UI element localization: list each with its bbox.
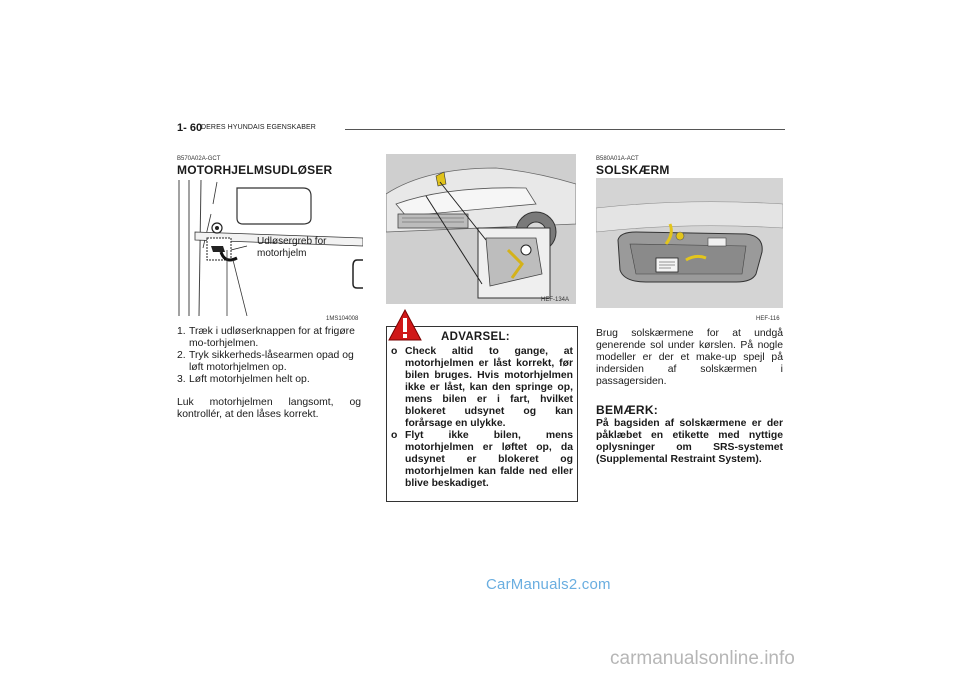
watermark-carmanualsonline: carmanualsonline.info xyxy=(610,648,795,669)
note-text: På bagsiden af solskærmene er der påklæbet en etikette med nyttige oplysninger om SRS-systemet (Supplemental Restraint System). xyxy=(596,418,783,465)
sun-visor-figure xyxy=(596,178,783,308)
warning-item: o Flyt ikke bilen, mens motorhjelmen er løftet op, da udsynet er blokeret og motorhjelmen kan falde ned eller blive beskadiget. xyxy=(391,430,573,489)
instructions-list xyxy=(177,326,363,386)
warning-item: o Check altid to gange, at motorhjelmen er låst korrekt, før bilen bruges. Hvis motorhjelmen ikke er låst, kan den springe op, mens bilen er i fart, hvilket blokeret udsynet og kan forårsage en ulykke. xyxy=(391,346,573,429)
page-number: 1- 60 xyxy=(177,122,203,134)
warning-box xyxy=(386,326,578,502)
figure-id: HEF-116 xyxy=(756,316,780,322)
figure-id: 1MS104008 xyxy=(326,316,359,322)
watermark-carmanuals2: CarManuals2.com xyxy=(486,576,611,593)
section-title-hood-release: MOTORHJELMSUDLØSER xyxy=(177,163,333,177)
list-item: 2. Tryk sikkerheds-låsearmen opad og løft motorhjelmen op. xyxy=(177,350,354,373)
figure-id: HEF-134A xyxy=(541,297,570,303)
list-item: 1. Træk i udløserknappen for at frigøre mo-torhjelmen. xyxy=(177,326,355,349)
warning-triangle-icon xyxy=(388,309,422,341)
car-hood-illustration xyxy=(386,154,576,304)
section-header: DERES HYUNDAIS EGENSKABER xyxy=(201,124,316,131)
list-item: 3. Løft motorhjelmen helt op. xyxy=(177,374,310,385)
header-rule xyxy=(345,129,785,130)
warning-list xyxy=(391,346,573,490)
note-title: BEMÆRK: xyxy=(596,403,659,417)
warning-title: ADVARSEL: xyxy=(441,331,510,343)
hood-figure xyxy=(386,154,576,304)
section-code: B570A02A-GCT xyxy=(177,156,221,162)
section-code: B580A01A-ACT xyxy=(596,156,639,162)
closing-text: Luk motorhjelmen langsomt, og kontrollér, at den låses korrekt. xyxy=(177,397,361,420)
section-title-sun-visor: SOLSKÆRM xyxy=(596,163,670,177)
sun-visor-illustration xyxy=(596,178,783,308)
figure-callout: Udløsergreb for motorhjelm xyxy=(257,236,327,259)
sun-visor-body: Brug solskærmene for at undgå generende sol under kørslen. På nogle modeller er der et make-up spejl på indersiden af solskærmen i passagersiden. xyxy=(596,328,783,387)
